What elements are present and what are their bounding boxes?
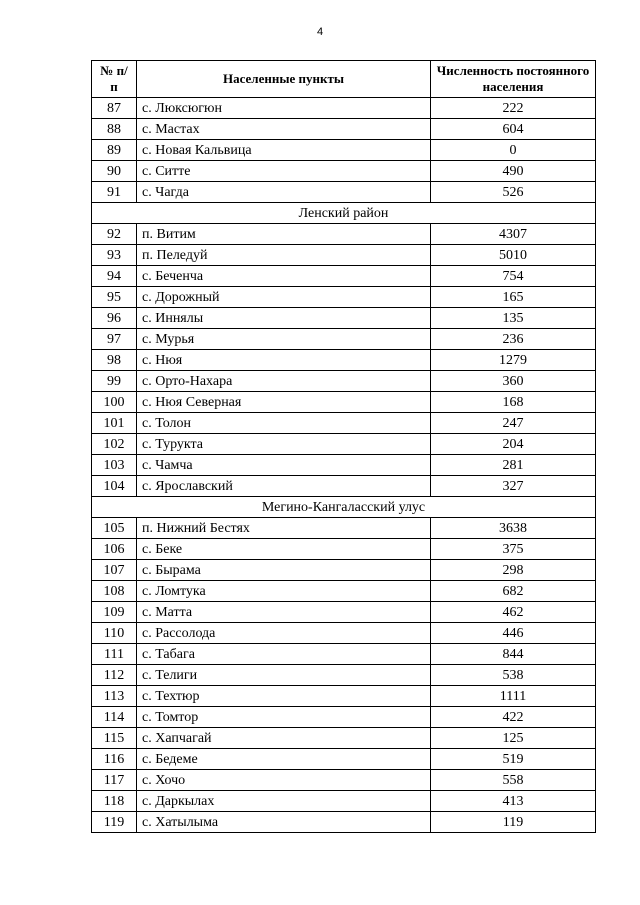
- table-row: [92, 686, 596, 707]
- population-value: 4307: [431, 224, 596, 245]
- district-name: Мегино-Кангаласский улус: [92, 497, 596, 518]
- row-number: 92: [92, 224, 137, 245]
- table-row: [92, 161, 596, 182]
- population-value: 604: [431, 119, 596, 140]
- population-value: 375: [431, 539, 596, 560]
- settlement-name: с. Хатылыма: [137, 812, 431, 833]
- row-number: 93: [92, 245, 137, 266]
- table-row: [92, 812, 596, 833]
- settlement-name: с. Бедеме: [137, 749, 431, 770]
- header-name: Населенные пункты: [137, 61, 431, 98]
- row-number: 101: [92, 413, 137, 434]
- table-row: [92, 539, 596, 560]
- settlement-name: п. Пеледуй: [137, 245, 431, 266]
- population-value: 327: [431, 476, 596, 497]
- table-row: [92, 413, 596, 434]
- row-number: 95: [92, 287, 137, 308]
- header-row: [92, 61, 596, 98]
- table-row: [92, 707, 596, 728]
- population-value: 3638: [431, 518, 596, 539]
- header-population: Численность постоянного населения: [431, 61, 596, 98]
- population-value: 119: [431, 812, 596, 833]
- table-body: [92, 98, 596, 833]
- settlement-name: с. Толон: [137, 413, 431, 434]
- row-number: 89: [92, 140, 137, 161]
- row-number: 110: [92, 623, 137, 644]
- row-number: 100: [92, 392, 137, 413]
- settlement-name: с. Бырама: [137, 560, 431, 581]
- row-number: 104: [92, 476, 137, 497]
- settlement-name: с. Ярославский: [137, 476, 431, 497]
- table-row: [92, 728, 596, 749]
- population-value: 360: [431, 371, 596, 392]
- settlement-name: с. Беке: [137, 539, 431, 560]
- population-value: 422: [431, 707, 596, 728]
- settlement-name: с. Нюя: [137, 350, 431, 371]
- settlement-name: с. Мурья: [137, 329, 431, 350]
- settlement-name: с. Орто-Нахара: [137, 371, 431, 392]
- table-row: [92, 392, 596, 413]
- table-row: [92, 644, 596, 665]
- row-number: 113: [92, 686, 137, 707]
- settlement-name: п. Витим: [137, 224, 431, 245]
- row-number: 91: [92, 182, 137, 203]
- population-value: 204: [431, 434, 596, 455]
- settlement-name: с. Ситте: [137, 161, 431, 182]
- settlement-name: с. Телиги: [137, 665, 431, 686]
- row-number: 90: [92, 161, 137, 182]
- settlement-name: с. Нюя Северная: [137, 392, 431, 413]
- settlement-name: с. Техтюр: [137, 686, 431, 707]
- settlement-name: с. Чамча: [137, 455, 431, 476]
- population-value: 125: [431, 728, 596, 749]
- row-number: 102: [92, 434, 137, 455]
- settlement-name: с. Рассолода: [137, 623, 431, 644]
- row-number: 105: [92, 518, 137, 539]
- row-number: 97: [92, 329, 137, 350]
- population-value: 558: [431, 770, 596, 791]
- table-row: [92, 455, 596, 476]
- population-value: 844: [431, 644, 596, 665]
- table-row: [92, 476, 596, 497]
- row-number: 88: [92, 119, 137, 140]
- population-value: 413: [431, 791, 596, 812]
- settlement-name: с. Чагда: [137, 182, 431, 203]
- row-number: 96: [92, 308, 137, 329]
- row-number: 106: [92, 539, 137, 560]
- row-number: 109: [92, 602, 137, 623]
- row-number: 117: [92, 770, 137, 791]
- district-header-row: [92, 497, 596, 518]
- settlement-name: с. Новая Кальвица: [137, 140, 431, 161]
- settlement-name: с. Даркылах: [137, 791, 431, 812]
- table-row: [92, 140, 596, 161]
- settlement-name: с. Табага: [137, 644, 431, 665]
- row-number: 111: [92, 644, 137, 665]
- settlement-name: с. Хапчагай: [137, 728, 431, 749]
- table-row: [92, 224, 596, 245]
- row-number: 118: [92, 791, 137, 812]
- settlement-name: п. Нижний Бестях: [137, 518, 431, 539]
- row-number: 119: [92, 812, 137, 833]
- table-row: [92, 287, 596, 308]
- population-value: 0: [431, 140, 596, 161]
- table-row: [92, 560, 596, 581]
- table-row: [92, 434, 596, 455]
- table-row: [92, 791, 596, 812]
- settlement-name: с. Мастах: [137, 119, 431, 140]
- settlement-name: с. Беченча: [137, 266, 431, 287]
- table-row: [92, 119, 596, 140]
- table-row: [92, 581, 596, 602]
- table-row: [92, 266, 596, 287]
- row-number: 112: [92, 665, 137, 686]
- row-number: 98: [92, 350, 137, 371]
- header-num: № п/п: [92, 61, 137, 98]
- settlement-name: с. Дорожный: [137, 287, 431, 308]
- table-row: [92, 770, 596, 791]
- table-row: [92, 749, 596, 770]
- population-value: 5010: [431, 245, 596, 266]
- population-value: 526: [431, 182, 596, 203]
- row-number: 87: [92, 98, 137, 119]
- table-row: [92, 350, 596, 371]
- population-value: 247: [431, 413, 596, 434]
- table-row: [92, 665, 596, 686]
- population-value: 168: [431, 392, 596, 413]
- settlement-name: с. Люксюгюн: [137, 98, 431, 119]
- population-value: 538: [431, 665, 596, 686]
- row-number: 108: [92, 581, 137, 602]
- table-row: [92, 182, 596, 203]
- row-number: 94: [92, 266, 137, 287]
- population-value: 462: [431, 602, 596, 623]
- settlement-name: с. Хочо: [137, 770, 431, 791]
- population-value: 754: [431, 266, 596, 287]
- settlement-name: с. Иннялы: [137, 308, 431, 329]
- population-value: 682: [431, 581, 596, 602]
- population-table: [91, 60, 596, 833]
- district-header-row: [92, 203, 596, 224]
- population-value: 222: [431, 98, 596, 119]
- row-number: 114: [92, 707, 137, 728]
- population-value: 519: [431, 749, 596, 770]
- settlement-name: с. Томтор: [137, 707, 431, 728]
- population-value: 165: [431, 287, 596, 308]
- table-row: [92, 98, 596, 119]
- settlement-name: с. Турукта: [137, 434, 431, 455]
- table-row: [92, 245, 596, 266]
- population-value: 298: [431, 560, 596, 581]
- table-row: [92, 371, 596, 392]
- population-value: 135: [431, 308, 596, 329]
- table-row: [92, 518, 596, 539]
- row-number: 103: [92, 455, 137, 476]
- row-number: 107: [92, 560, 137, 581]
- row-number: 116: [92, 749, 137, 770]
- population-value: 490: [431, 161, 596, 182]
- table-row: [92, 308, 596, 329]
- table-row: [92, 602, 596, 623]
- settlement-name: с. Матта: [137, 602, 431, 623]
- population-value: 281: [431, 455, 596, 476]
- row-number: 115: [92, 728, 137, 749]
- settlement-name: с. Ломтука: [137, 581, 431, 602]
- page-number: 4: [316, 26, 324, 38]
- row-number: 99: [92, 371, 137, 392]
- table-header: [92, 61, 596, 98]
- table-row: [92, 329, 596, 350]
- population-value: 1111: [431, 686, 596, 707]
- district-name: Ленский район: [92, 203, 596, 224]
- population-value: 446: [431, 623, 596, 644]
- population-value: 236: [431, 329, 596, 350]
- population-value: 1279: [431, 350, 596, 371]
- table-row: [92, 623, 596, 644]
